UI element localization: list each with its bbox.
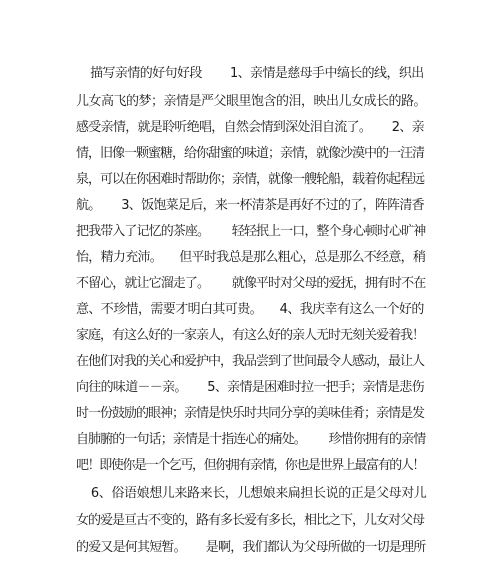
text-line: 泉，可以在你困难时帮助你；亲情，就像一艘轮船，载着你起程远 [76, 172, 425, 187]
text-line: 家庭，有这么好的一家亲人，有这么好的亲人无时无刻关爱着我！ [76, 328, 425, 343]
text-line: 把我带入了记忆的茶座。 轻轻抿上一口，整个身心顿时心旷神 [76, 224, 426, 239]
text-line: 航。 3、饭饱菜足后，来一杯清茶是再好不过的了，阵阵清香 [76, 198, 424, 213]
text-line: 吧！即使你是一个乞丐，但你拥有亲情，你也是世界上最富有的人！ [76, 458, 425, 473]
text-line: 在他们对我的关心和爱护中，我品尝到了世间最令人感动，最让人 [76, 354, 425, 369]
text-line: 6、俗语娘想儿来路来长，儿想娘来扁担长说的正是父母对儿 [76, 486, 427, 501]
text-line: 儿女高飞的梦；亲情是严父眼里饱含的泪，映出儿女成长的路。 [76, 94, 427, 109]
text-line: 情，旧像一颗蜜糖，给你甜蜜的味道；亲情，就像沙漠中的一汪清 [76, 146, 425, 161]
text-line: 向往的味道－－亲。 5、亲情是困难时拉一把手；亲情是悲伤 [76, 380, 424, 395]
text-line: 怡，精力充沛。 但平时我总是那么粗心，总是那么不经意，稍 [76, 250, 426, 265]
text-line: 自肺腑的一句话；亲情是十指连心的痛处。 珍惜你拥有的亲情 [76, 432, 426, 447]
text-line: 时一份鼓励的眼神；亲情是快乐时共同分享的美味佳肴；亲情是发 [76, 406, 425, 421]
text-line: 描写亲情的好句好段 1、亲情是慈母手中缟长的线，织出 [76, 66, 424, 81]
text-line: 意、不珍惜，需要才明白其可贵。 4、我庆幸有这么一个好的 [76, 302, 424, 317]
text-line: 的爱又是何其短暂。 是啊，我们都认为父母所做的一切是理所 [76, 540, 426, 555]
text-line: 女的爱是亘古不变的，路有多长爱有多长，相比之下，儿女对父母 [76, 513, 425, 528]
text-line: 不留心，就让它溜走了。 就像平时对父母的爱抚，拥有时不在 [76, 276, 426, 291]
text-line: 感受亲情，就是聆听绝唱，自然会情到深处泪自流了。 2、亲 [76, 120, 424, 135]
